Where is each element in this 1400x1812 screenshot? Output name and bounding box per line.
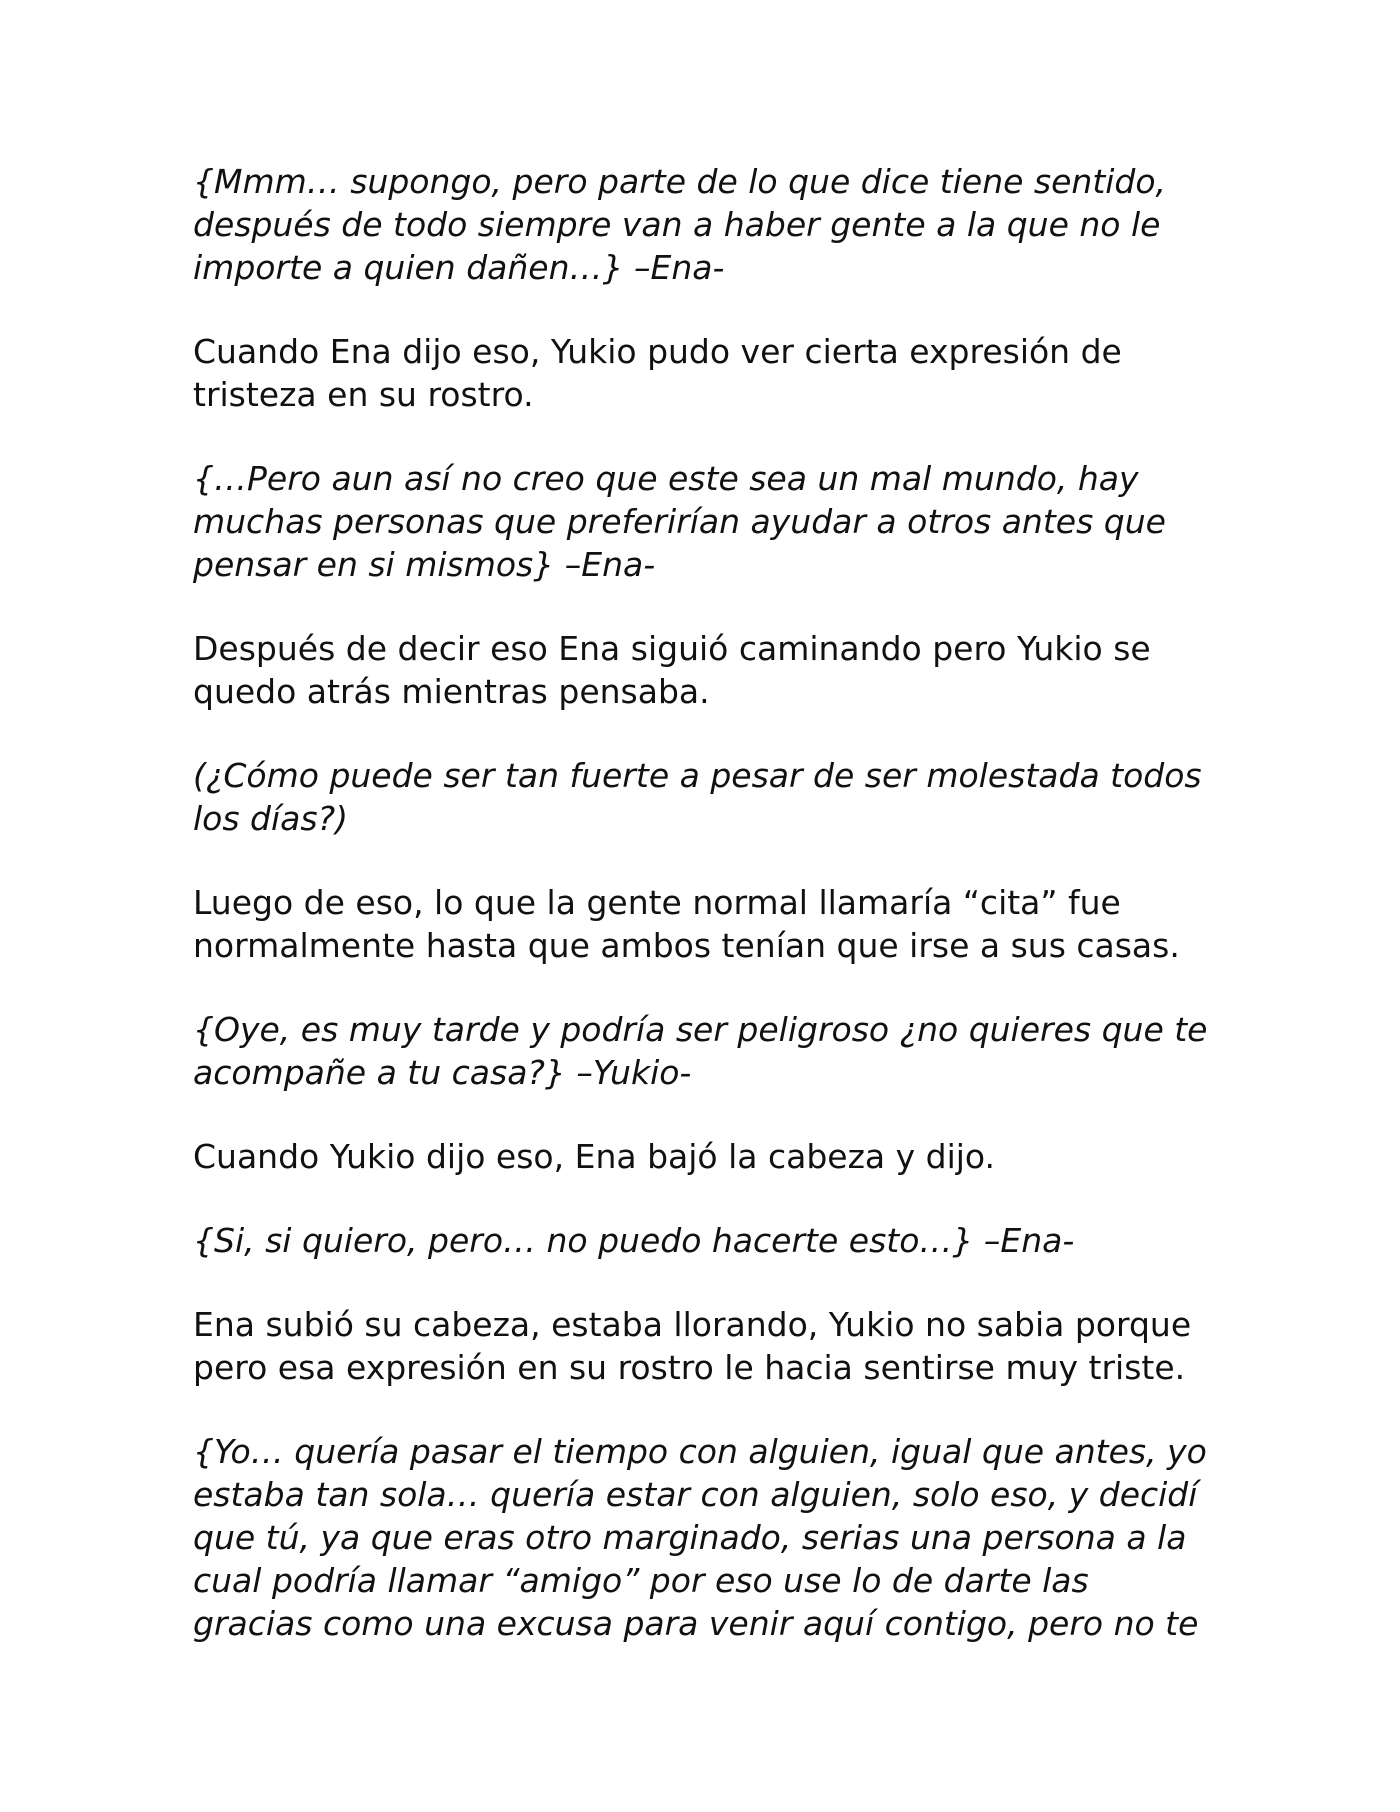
dialogue-paragraph-7 — [193, 1008, 1223, 1094]
text-line: importe a quien dañen…} –Ena- — [193, 248, 725, 287]
text-line: {Si, si quiero, pero… no puedo hacerte esto…} –Ena- — [193, 1221, 1075, 1260]
text-line: Cuando Yukio dijo eso, Ena bajó la cabeza y dijo. — [193, 1137, 996, 1176]
thought-paragraph-5 — [193, 754, 1223, 840]
narration-paragraph-8 — [193, 1135, 1223, 1178]
text-line: {Mmm… supongo, pero parte de lo que dice tiene sentido, — [193, 162, 1167, 201]
text-line: {…Pero aun así no creo que este sea un mal mundo, hay — [193, 459, 1139, 498]
text-line: que tú, ya que eras otro marginado, serias una persona a la — [193, 1518, 1187, 1557]
text-line: cual podría llamar “amigo” por eso use lo de darte las — [193, 1561, 1089, 1600]
text-line: pensar en si mismos} –Ena- — [193, 545, 656, 584]
document-page — [193, 160, 1223, 1686]
narration-paragraph-6 — [193, 881, 1223, 967]
text-line: muchas personas que preferirían ayudar a otros antes que — [193, 502, 1166, 541]
text-line: Ena subió su cabeza, estaba llorando, Yukio no sabia porque — [193, 1305, 1192, 1344]
text-line: Después de decir eso Ena siguió caminando pero Yukio se — [193, 629, 1151, 668]
text-line: normalmente hasta que ambos tenían que irse a sus casas. — [193, 926, 1180, 965]
text-line: los días?) — [193, 799, 348, 838]
text-line: {Yo… quería pasar el tiempo con alguien, igual que antes, yo — [193, 1432, 1207, 1471]
text-line: Cuando Ena dijo eso, Yukio pudo ver cierta expresión de — [193, 332, 1122, 371]
text-line: después de todo siempre van a haber gente a la que no le — [193, 205, 1161, 244]
text-line: pero esa expresión en su rostro le hacia sentirse muy triste. — [193, 1348, 1186, 1387]
text-line: quedo atrás mientras pensaba. — [193, 672, 710, 711]
text-line: Luego de eso, lo que la gente normal llamaría “cita” fue — [193, 883, 1121, 922]
text-line: acompañe a tu casa?} –Yukio- — [193, 1053, 692, 1092]
dialogue-paragraph-3 — [193, 457, 1223, 586]
text-line: gracias como una excusa para venir aquí contigo, pero no te — [193, 1604, 1199, 1643]
text-line: {Oye, es muy tarde y podría ser peligroso ¿no quieres que te — [193, 1010, 1208, 1049]
text-line: (¿Cómo puede ser tan fuerte a pesar de ser molestada todos — [193, 756, 1202, 795]
dialogue-paragraph-11 — [193, 1430, 1223, 1645]
narration-paragraph-4 — [193, 627, 1223, 713]
text-line: estaba tan sola… quería estar con alguien, solo eso, y decidí — [193, 1475, 1198, 1514]
text-line: tristeza en su rostro. — [193, 375, 534, 414]
dialogue-paragraph-1 — [193, 160, 1223, 289]
dialogue-paragraph-9 — [193, 1219, 1223, 1262]
narration-paragraph-2 — [193, 330, 1223, 416]
narration-paragraph-10 — [193, 1303, 1223, 1389]
